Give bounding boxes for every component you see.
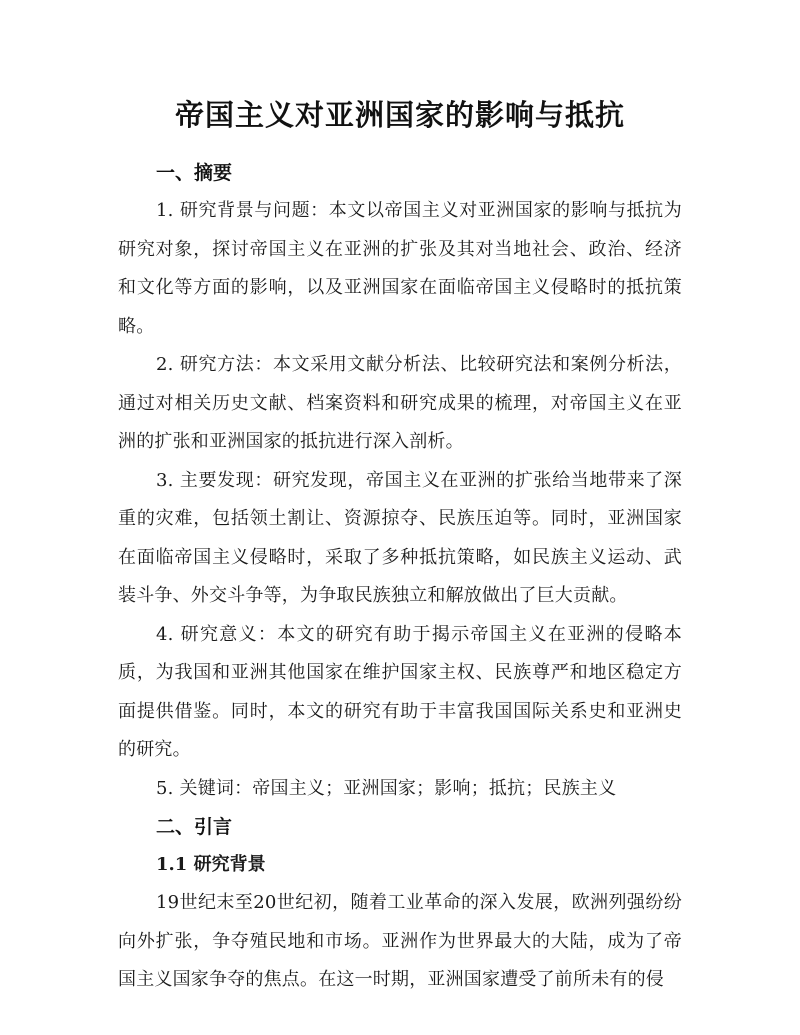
intro-paragraph: 19世纪末至20世纪初，随着工业革命的深入发展，欧洲列强纷纷向外扩张，争夺殖民地和市场。亚洲作为世界最大的大陆，成为了帝国主义国家争夺的焦点。在这一时期，亚洲国家遭受了前所未有的侵 [118,892,682,990]
document-title: 帝国主义对亚洲国家的影响与抵抗 [174,98,625,132]
intro-heading: 二、引言 [156,816,233,838]
abstract-item-findings: 3. 主要发现：研究发现，帝国主义在亚洲的扩张给当地带来了深重的灾难，包括领土割让、资源掠夺、民族压迫等。同时，亚洲国家在面临帝国主义侵略时，采取了多种抵抗策略，如民族主义运动、武装斗争、外交斗争等，为争取民族独立和解放做出了巨大贡献。 [118,469,682,606]
abstract-item-significance: 4. 研究意义：本文的研究有助于揭示帝国主义在亚洲的侵略本质，为我国和亚洲其他国家在维护国家主权、民族尊严和地区稳定方面提供借鉴。同时，本文的研究有助于丰富我国国际关系史和亚洲史的研究。 [118,623,682,760]
abstract-item-background: 1. 研究背景与问题：本文以帝国主义对亚洲国家的影响与抵抗为研究对象，探讨帝国主义在亚洲的扩张及其对当地社会、政治、经济和文化等方面的影响，以及亚洲国家在面临帝国主义侵略时的抵抗策略。 [118,200,682,337]
intro-subheading: 1.1 研究背景 [156,854,266,875]
abstract-item-keywords: 5. 关键词：帝国主义；亚洲国家；影响；抵抗；民族主义 [156,777,617,799]
abstract-heading: 一、摘要 [156,162,233,184]
abstract-item-methods: 2. 研究方法：本文采用文献分析法、比较研究法和案例分析法，通过对相关历史文献、档案资料和研究成果的梳理，对帝国主义在亚洲的扩张和亚洲国家的抵抗进行深入剖析。 [118,354,682,452]
